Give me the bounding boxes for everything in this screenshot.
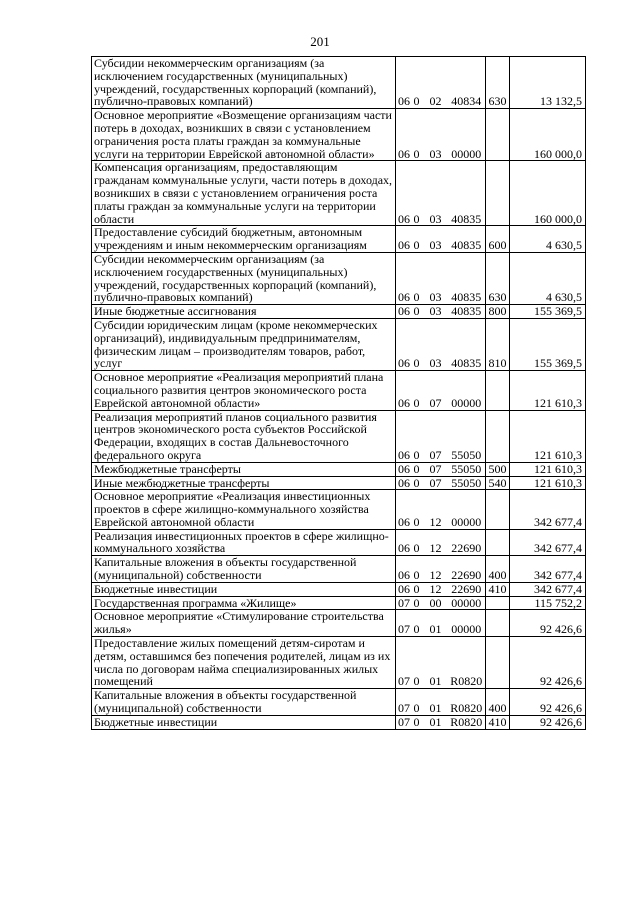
budget-table	[91, 56, 586, 730]
code-program: 06	[396, 57, 410, 109]
code-subprogram: 0	[410, 462, 424, 476]
row-name: Основное мероприятие «Реализация мероприятий плана социального развития центров экономического роста Еврейской автономной области»	[92, 371, 396, 410]
expense-type: 810	[486, 318, 510, 370]
row-name: Субсидии некоммерческим организациям (за исключением государственных (муниципальных) учреждений, государственных корпораций (компаний), публично-правовых компаний)	[92, 252, 396, 304]
expense-type: 410	[486, 582, 510, 596]
code-subprogram: 0	[410, 610, 424, 637]
row-name: Капитальные вложения в объекты государственной (муниципальной) собственности	[92, 689, 396, 716]
table-row	[92, 109, 586, 161]
code-direction: 22690	[448, 582, 486, 596]
code-subprogram: 0	[410, 252, 424, 304]
code-event: 03	[424, 226, 448, 253]
row-name: Бюджетные инвестиции	[92, 715, 396, 729]
code-direction: 40835	[448, 318, 486, 370]
code-program: 06	[396, 226, 410, 253]
expense-type	[486, 529, 510, 556]
code-program: 07	[396, 596, 410, 610]
amount: 342 677,4	[510, 529, 586, 556]
table-row	[92, 610, 586, 637]
code-event: 00	[424, 596, 448, 610]
amount: 342 677,4	[510, 556, 586, 583]
amount: 160 000,0	[510, 109, 586, 161]
code-subprogram: 0	[410, 57, 424, 109]
code-subprogram: 0	[410, 529, 424, 556]
row-name: Межбюджетные трансферты	[92, 462, 396, 476]
code-subprogram: 0	[410, 410, 424, 462]
code-program: 06	[396, 109, 410, 161]
code-subprogram: 0	[410, 161, 424, 226]
code-event: 03	[424, 161, 448, 226]
code-subprogram: 0	[410, 476, 424, 490]
code-subprogram: 0	[410, 556, 424, 583]
code-subprogram: 0	[410, 715, 424, 729]
row-name: Основное мероприятие «Реализация инвестиционных проектов в сфере жилищно-коммунального хозяйства Еврейской автономной области	[92, 490, 396, 529]
row-name: Субсидии некоммерческим организациям (за исключением государственных (муниципальных) учреждений, государственных корпораций (компаний), публично-правовых компаний)	[92, 57, 396, 109]
amount: 92 426,6	[510, 610, 586, 637]
code-program: 06	[396, 462, 410, 476]
table-row	[92, 596, 586, 610]
code-event: 03	[424, 252, 448, 304]
table-row	[92, 371, 586, 410]
code-event: 02	[424, 57, 448, 109]
expense-type: 600	[486, 226, 510, 253]
code-program: 07	[396, 715, 410, 729]
amount: 155 369,5	[510, 305, 586, 319]
expense-type: 800	[486, 305, 510, 319]
row-name: Предоставление субсидий бюджетным, автономным учреждениям и иным некоммерческим организациям	[92, 226, 396, 253]
amount: 92 426,6	[510, 637, 586, 689]
budget-table-body	[92, 57, 586, 730]
code-direction: 00000	[448, 610, 486, 637]
code-direction: 00000	[448, 109, 486, 161]
table-row	[92, 476, 586, 490]
expense-type	[486, 371, 510, 410]
table-row	[92, 715, 586, 729]
table-row	[92, 529, 586, 556]
expense-type	[486, 610, 510, 637]
code-subprogram: 0	[410, 596, 424, 610]
code-program: 06	[396, 371, 410, 410]
amount: 121 610,3	[510, 371, 586, 410]
expense-type: 540	[486, 476, 510, 490]
amount: 13 132,5	[510, 57, 586, 109]
code-subprogram: 0	[410, 318, 424, 370]
row-name: Государственная программа «Жилище»	[92, 596, 396, 610]
code-direction: 22690	[448, 529, 486, 556]
table-row	[92, 556, 586, 583]
row-name: Иные межбюджетные трансферты	[92, 476, 396, 490]
expense-type	[486, 490, 510, 529]
code-program: 06	[396, 161, 410, 226]
code-event: 12	[424, 529, 448, 556]
code-event: 03	[424, 109, 448, 161]
expense-type	[486, 410, 510, 462]
table-row	[92, 637, 586, 689]
code-program: 06	[396, 318, 410, 370]
code-event: 12	[424, 556, 448, 583]
code-event: 03	[424, 318, 448, 370]
code-direction: R0820	[448, 715, 486, 729]
code-program: 06	[396, 305, 410, 319]
code-program: 07	[396, 689, 410, 716]
code-subprogram: 0	[410, 109, 424, 161]
code-direction: 55050	[448, 462, 486, 476]
code-program: 06	[396, 556, 410, 583]
row-name: Компенсация организациям, предоставляющим гражданам коммунальные услуги, части потерь в доходах, возникших в связи с установлением ограничения роста платы граждан за коммунальные услуги на территории области	[92, 161, 396, 226]
row-name: Бюджетные инвестиции	[92, 582, 396, 596]
page-number: 201	[310, 34, 330, 49]
code-program: 06	[396, 476, 410, 490]
code-direction: 40835	[448, 305, 486, 319]
table-row	[92, 305, 586, 319]
expense-type	[486, 596, 510, 610]
table-row	[92, 689, 586, 716]
amount: 92 426,6	[510, 689, 586, 716]
table-row	[92, 582, 586, 596]
code-program: 07	[396, 637, 410, 689]
code-event: 07	[424, 371, 448, 410]
code-program: 07	[396, 610, 410, 637]
code-event: 01	[424, 715, 448, 729]
amount: 4 630,5	[510, 252, 586, 304]
code-direction: R0820	[448, 637, 486, 689]
code-event: 01	[424, 610, 448, 637]
code-direction: 00000	[448, 371, 486, 410]
row-name: Предоставление жилых помещений детям-сиротам и детям, оставшимся без попечения родителей, лицам из их числа по договорам найма специализированных жилых помещений	[92, 637, 396, 689]
code-event: 07	[424, 410, 448, 462]
code-event: 12	[424, 490, 448, 529]
expense-type: 500	[486, 462, 510, 476]
code-direction: 40834	[448, 57, 486, 109]
code-event: 07	[424, 476, 448, 490]
code-subprogram: 0	[410, 226, 424, 253]
expense-type: 630	[486, 57, 510, 109]
code-direction: 40835	[448, 161, 486, 226]
expense-type: 410	[486, 715, 510, 729]
code-direction: 00000	[448, 490, 486, 529]
code-direction: 00000	[448, 596, 486, 610]
code-subprogram: 0	[410, 371, 424, 410]
code-direction: R0820	[448, 689, 486, 716]
amount: 155 369,5	[510, 318, 586, 370]
amount: 4 630,5	[510, 226, 586, 253]
table-row	[92, 318, 586, 370]
amount: 121 610,3	[510, 462, 586, 476]
table-row	[92, 410, 586, 462]
code-event: 03	[424, 305, 448, 319]
expense-type	[486, 637, 510, 689]
code-event: 01	[424, 689, 448, 716]
amount: 92 426,6	[510, 715, 586, 729]
expense-type	[486, 109, 510, 161]
row-name: Субсидии юридическим лицам (кроме некоммерческих организаций), индивидуальным предпринимателям, физическим лицам – производителям товаров, работ, услуг	[92, 318, 396, 370]
row-name: Иные бюджетные ассигнования	[92, 305, 396, 319]
amount: 115 752,2	[510, 596, 586, 610]
expense-type: 630	[486, 252, 510, 304]
amount: 121 610,3	[510, 410, 586, 462]
code-subprogram: 0	[410, 689, 424, 716]
code-program: 06	[396, 529, 410, 556]
table-row	[92, 57, 586, 109]
row-name: Капитальные вложения в объекты государственной (муниципальной) собственности	[92, 556, 396, 583]
code-subprogram: 0	[410, 582, 424, 596]
expense-type	[486, 161, 510, 226]
code-event: 01	[424, 637, 448, 689]
code-subprogram: 0	[410, 305, 424, 319]
code-event: 07	[424, 462, 448, 476]
code-program: 06	[396, 490, 410, 529]
code-direction: 40835	[448, 252, 486, 304]
amount: 342 677,4	[510, 582, 586, 596]
table-row	[92, 462, 586, 476]
code-direction: 22690	[448, 556, 486, 583]
row-name: Реализация мероприятий планов социального развития центров экономического роста субъектов Российской Федерации, входящих в состав Дальневосточного федерального округа	[92, 410, 396, 462]
amount: 342 677,4	[510, 490, 586, 529]
code-program: 06	[396, 410, 410, 462]
amount: 121 610,3	[510, 476, 586, 490]
table-row	[92, 161, 586, 226]
table-row	[92, 490, 586, 529]
row-name: Основное мероприятие «Стимулирование строительства жилья»	[92, 610, 396, 637]
code-subprogram: 0	[410, 637, 424, 689]
table-row	[92, 226, 586, 253]
code-direction: 40835	[448, 226, 486, 253]
expense-type: 400	[486, 689, 510, 716]
code-program: 06	[396, 582, 410, 596]
code-direction: 55050	[448, 410, 486, 462]
table-row	[92, 252, 586, 304]
code-direction: 55050	[448, 476, 486, 490]
code-event: 12	[424, 582, 448, 596]
code-program: 06	[396, 252, 410, 304]
amount: 160 000,0	[510, 161, 586, 226]
row-name: Основное мероприятие «Возмещение организациям части потерь в доходах, возникших в связи с установлением ограничения роста платы граждан за коммунальные услуги на территории Еврейской автономной области»	[92, 109, 396, 161]
expense-type: 400	[486, 556, 510, 583]
code-subprogram: 0	[410, 490, 424, 529]
row-name: Реализация инвестиционных проектов в сфере жилищно-коммунального хозяйства	[92, 529, 396, 556]
